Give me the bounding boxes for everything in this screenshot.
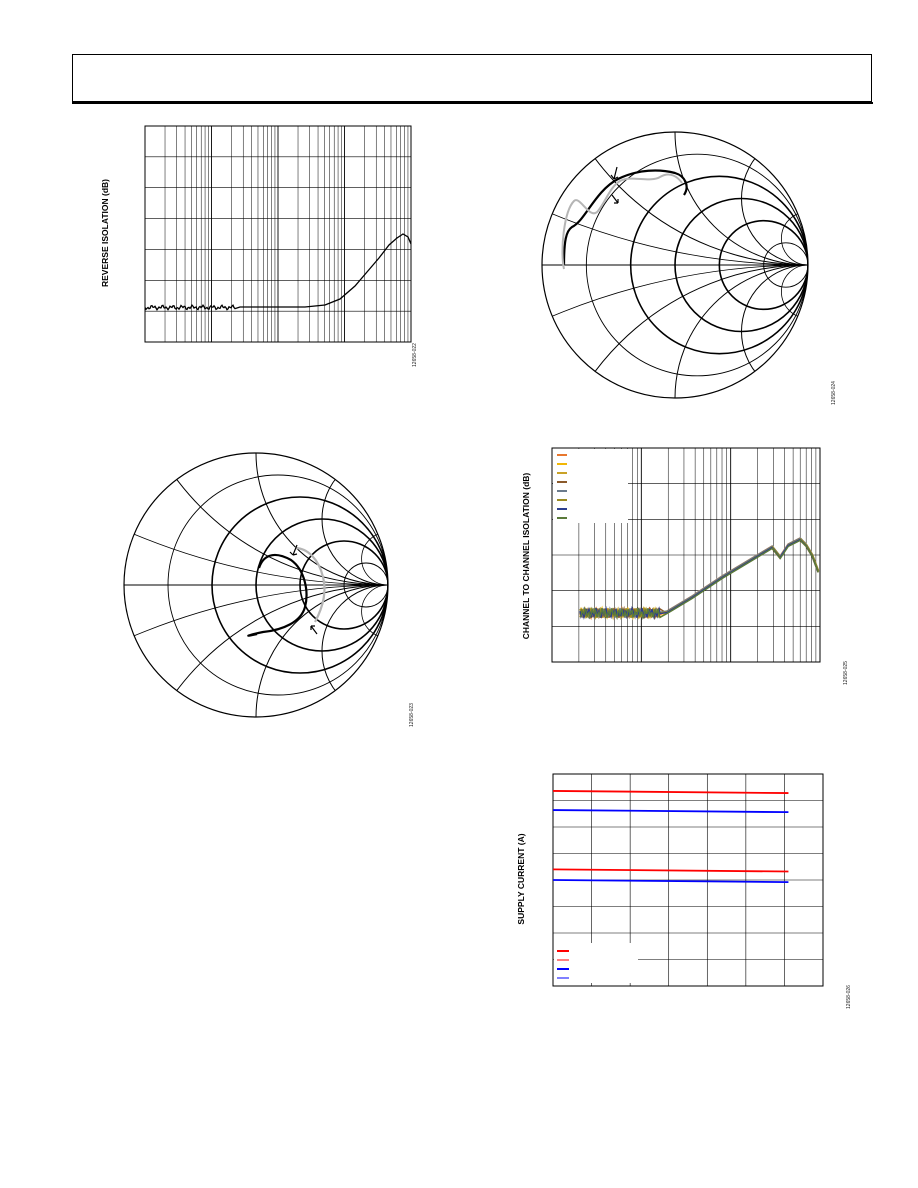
- reverse-isolation-chart: [144, 125, 412, 343]
- series-channel-isolation: [580, 538, 818, 618]
- series-channel-isolation: [580, 538, 818, 618]
- smith-chart-top-right: [540, 131, 810, 401]
- channel-isolation-ylabel: CHANNEL TO CHANNEL ISOLATION (dB): [521, 472, 531, 640]
- channel-isolation-chart: [551, 447, 821, 663]
- reactance-arc: [322, 453, 454, 585]
- supply-current-chart: [552, 773, 824, 987]
- page-header-box: [72, 54, 872, 102]
- marker-arrow-bottom: [311, 626, 317, 634]
- marker-arrow-top: [290, 545, 297, 555]
- page-header-rule: [72, 102, 873, 104]
- supply-current-ylabel: SUPPLY CURRENT (A): [516, 833, 526, 925]
- series-supply-current: [553, 810, 788, 812]
- series-channel-isolation: [580, 539, 818, 618]
- channel-isolation-figure-code: 12658-025: [843, 661, 849, 685]
- reverse-isolation-ylabel: REVERSE ISOLATION (dB): [100, 179, 110, 287]
- supply-current-figure-code: 12658-026: [846, 985, 852, 1009]
- reactance-arc: [256, 321, 520, 585]
- marker-arrow-top: [611, 167, 618, 179]
- series-supply-current: [553, 869, 788, 871]
- legend-box: [554, 943, 638, 983]
- reactance-arc: [542, 0, 918, 265]
- legend-box: [553, 449, 628, 523]
- reactance-arc: [675, 0, 918, 265]
- series-supply-current: [553, 880, 788, 882]
- reactance-arc: [322, 585, 454, 717]
- reactance-arc: [742, 132, 875, 265]
- smith-chart-left: [123, 452, 391, 720]
- reactance-arc: [742, 265, 875, 398]
- series-supply-current: [553, 791, 788, 793]
- marker-arrow-bottom: [612, 195, 618, 203]
- reactance-arc: [143, 265, 918, 1188]
- smith-left-figure-code: 12658-023: [409, 703, 415, 727]
- smith-top-right-figure-code: 12658-024: [831, 381, 837, 405]
- reactance-arc: [256, 585, 520, 849]
- trace-dark: [564, 171, 687, 265]
- reverse-isolation-figure-code: 12658-022: [412, 343, 418, 367]
